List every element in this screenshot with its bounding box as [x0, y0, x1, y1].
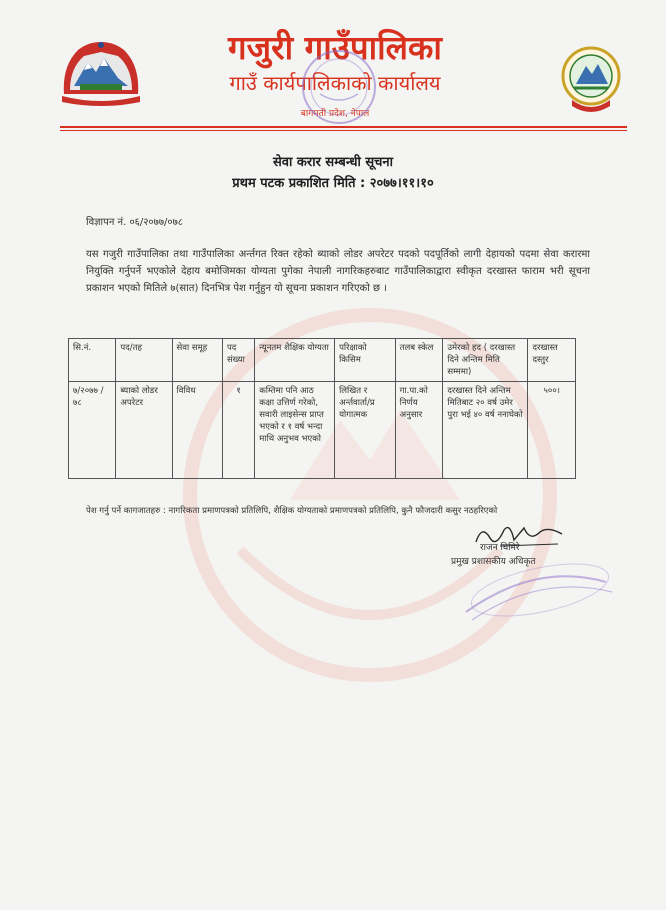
- col-qualification: न्यूनतम शैक्षिक योग्यता: [255, 339, 335, 382]
- col-age-limit: उमेरको हद ( दरखास्त दिने अन्तिम मिति सम्ममा): [443, 339, 528, 382]
- cell-service-group: विविध: [172, 382, 222, 479]
- official-seal-icon: [456, 552, 616, 622]
- cell-salary-scale: गा.पा.को निर्णय अनुसार: [395, 382, 443, 479]
- org-name: गजुरी गाउँपालिका: [228, 28, 442, 67]
- cell-qualification: कम्तिमा पनि आठ कक्षा उत्तिर्ण गरेको, सवारी लाइसेन्स प्राप्त भएको र १ वर्ष भन्दा माथि अनुभव भएको: [255, 382, 335, 479]
- vacancy-table: [68, 338, 576, 479]
- publish-date: प्रथम पटक प्रकाशित मिति : २०७७।११।१०: [232, 176, 434, 191]
- cell-post-count: १: [222, 382, 254, 479]
- col-service-group: सेवा समूह: [172, 339, 222, 382]
- col-post: पद/तह: [116, 339, 172, 382]
- required-documents: पेश गर्नु पर्ने कागजातहरु : नागरिकता प्रमाणपत्रको प्रतिलिपि, शैक्षिक योग्यताको प्रमाणपत्रको प्रतिलिपि, कुनै फौजदारी कसुर नठहरिएको: [86, 506, 498, 516]
- reference-number: विज्ञापन नं. ०६/२०७७/०७८: [86, 217, 184, 228]
- col-serial: सि.नं.: [69, 339, 116, 382]
- notice-title: सेवा करार सम्बन्धी सूचना: [273, 155, 393, 170]
- cell-fee: ५००।: [528, 382, 576, 479]
- office-address: बागमती प्रदेश, नेपाल: [300, 109, 370, 119]
- col-salary-scale: तलब स्केल: [395, 339, 443, 382]
- office-name: गाउँ कार्यपालिकाको कार्यालय: [229, 71, 441, 95]
- cell-serial: ७/२०७७ /७८: [69, 382, 116, 479]
- cell-post: ब्याको लोडर अपरेटर: [116, 382, 172, 479]
- signatory-title: प्रमुख प्रशासकीय अधिकृत: [451, 557, 536, 567]
- header-divider: [60, 126, 627, 128]
- nepal-emblem-icon: [58, 36, 144, 106]
- office-stamp-icon: [298, 46, 380, 128]
- col-exam-type: परिक्षाको किसिम: [335, 339, 396, 382]
- col-fee: दरखास्त दस्तुर: [528, 339, 576, 382]
- notice-body: यस गजुरी गाउँपालिका तथा गाउँपालिका अर्न्तगत रिक्त रहेको ब्याको लोडर अपरेटर पदको पदपूर्तिको लागी देहायको पदमा सेवा करारमा नियुक्ति गर्नुपर्ने भएकोले देहाय बमोजिमका योग्यता पुगेका नेपाली नागरिकहरुबाट गाउँपालिकाद्वारा स्वीकृत दरखास्त फाराम भरी सूचना प्रकाशन भएको मितिले ७(सात) दिनभित्र पेश गर्नुहुन यो सूचना प्रकाशन गरिएको छ ।: [86, 249, 590, 294]
- table-row: [69, 382, 576, 479]
- cell-age-limit: दरखास्त दिने अन्तिम मितिबाट २० वर्ष उमेर पुरा भई ४० वर्ष ननाघेको: [443, 382, 528, 479]
- table-header-row: [69, 339, 576, 382]
- cell-exam-type: लिखित र अर्न्तवार्ता/प्र योगात्मक: [335, 382, 396, 479]
- header-divider-thin: [60, 130, 627, 131]
- signatory-name: राजन घिमिरे: [480, 543, 520, 553]
- col-post-count: पद संख्या: [222, 339, 254, 382]
- municipality-logo-icon: [558, 44, 624, 116]
